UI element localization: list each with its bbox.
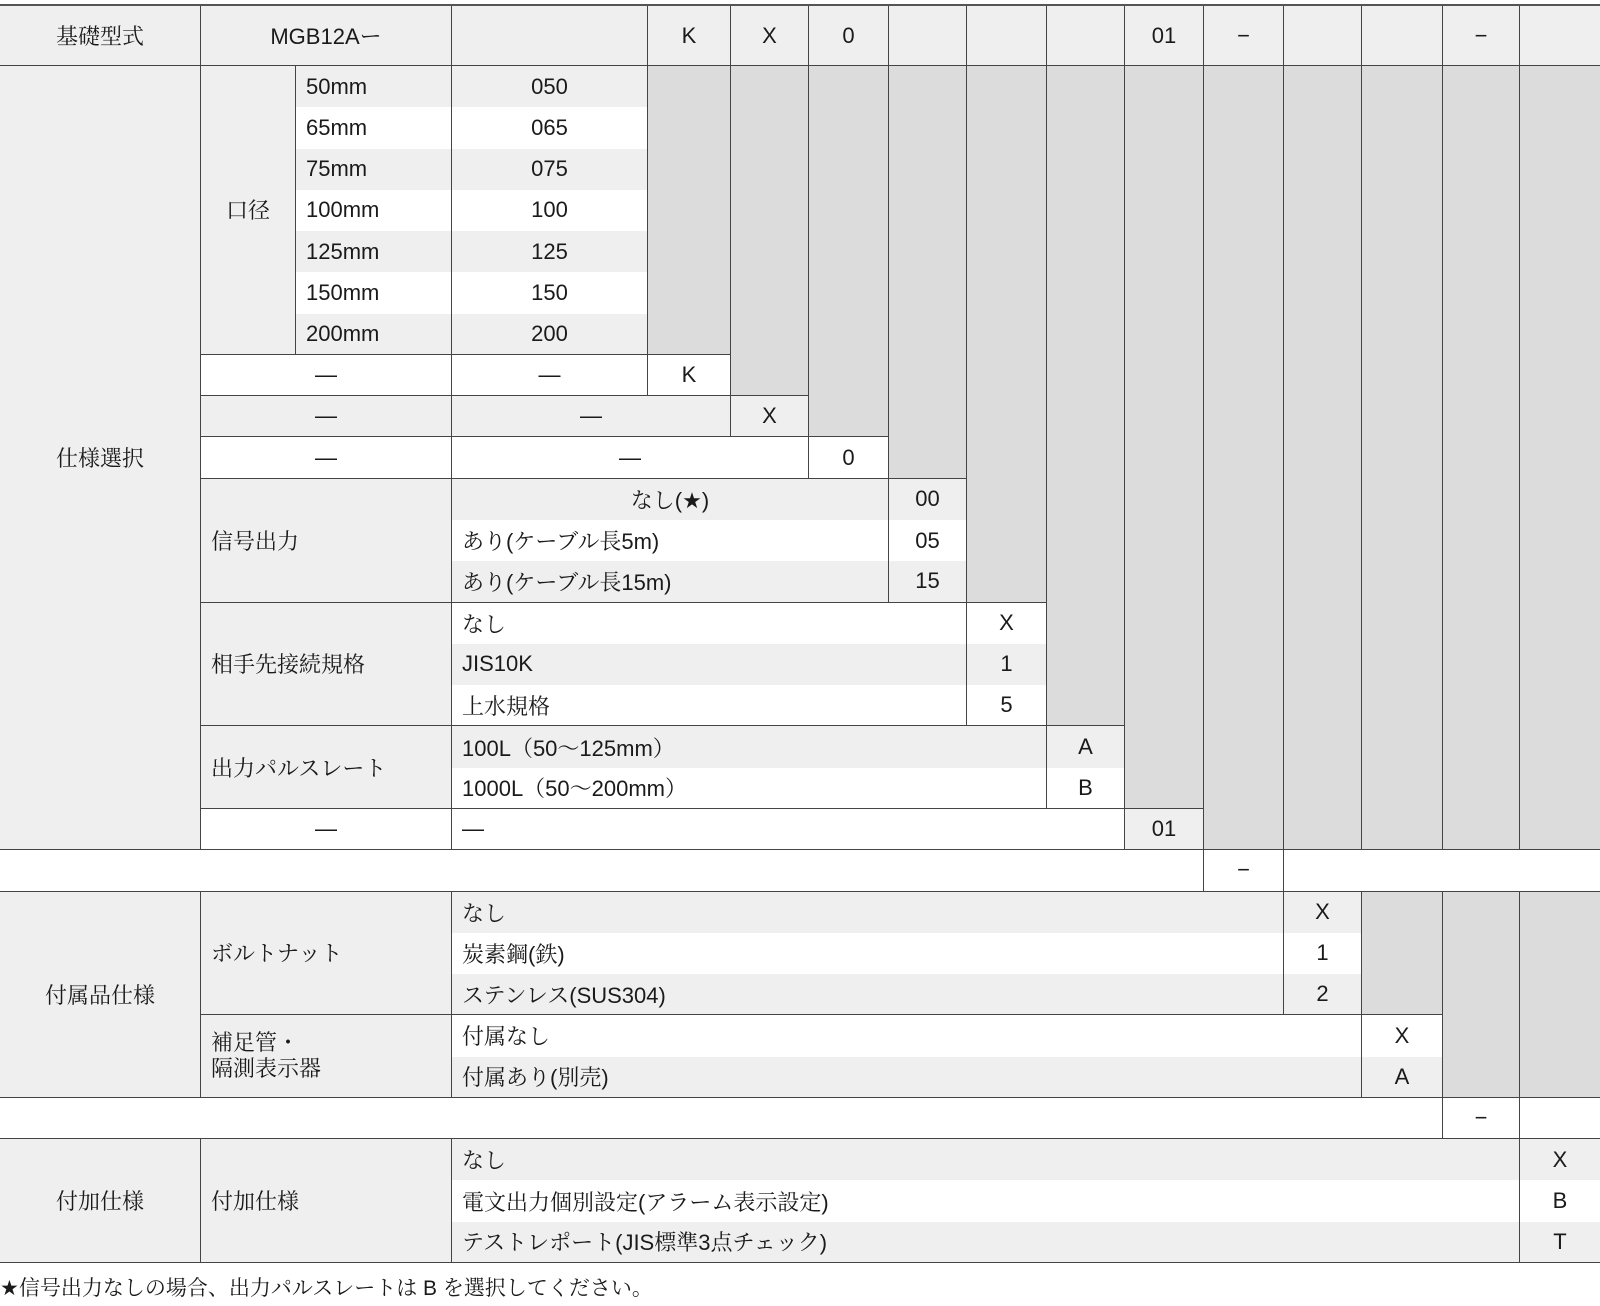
header-sep1: − xyxy=(1204,6,1284,66)
header-pulse-slot xyxy=(1047,6,1125,66)
filler-cell xyxy=(1443,66,1520,850)
connection-code: X xyxy=(967,603,1047,644)
fixed01-label: — xyxy=(201,809,452,850)
header-connection-slot xyxy=(967,6,1047,66)
gauge-label-line: 補足管・ xyxy=(211,1030,300,1056)
header-sep2: − xyxy=(1443,6,1520,66)
bolt-code: 1 xyxy=(1284,933,1362,974)
additional-option: 電文出力個別設定(アラーム表示設定) xyxy=(452,1180,1520,1221)
filler-cell xyxy=(1362,892,1443,1016)
bolt-label: ボルトナット xyxy=(201,892,452,1016)
header-bolt-slot xyxy=(1284,6,1362,66)
separator-blank xyxy=(1284,850,1600,891)
pulse-code: B xyxy=(1047,768,1125,809)
header-x: X xyxy=(731,6,809,66)
signal-code: 05 xyxy=(889,520,967,561)
additional-option: テストレポート(JIS標準3点チェック) xyxy=(452,1222,1520,1263)
diameter-code: 100 xyxy=(452,190,648,231)
diameter-code: 125 xyxy=(452,231,648,272)
fixed-label: — xyxy=(201,355,452,396)
filler-cell xyxy=(1047,66,1125,726)
diameter-label: 口径 xyxy=(201,66,296,355)
filler-cell xyxy=(1520,892,1600,1098)
header-01: 01 xyxy=(1125,6,1204,66)
filler-cell xyxy=(889,66,967,479)
fixed01-value: — xyxy=(452,809,1125,850)
fixed01-code: 01 xyxy=(1125,809,1204,850)
filler-cell xyxy=(731,66,809,396)
separator-dash: − xyxy=(1204,850,1284,891)
separator-blank xyxy=(0,850,1204,891)
connection-code: 5 xyxy=(967,685,1047,726)
fixed-label: — xyxy=(201,396,452,437)
filler-cell xyxy=(1443,892,1520,1098)
filler-cell xyxy=(967,66,1047,603)
filler-cell xyxy=(1520,66,1600,850)
fixed-code-x: X xyxy=(731,396,809,437)
header-gauge-slot xyxy=(1362,6,1443,66)
filler-cell xyxy=(809,66,889,437)
separator-blank xyxy=(1520,1098,1600,1139)
filler-cell xyxy=(1284,66,1362,850)
filler-cell xyxy=(1362,66,1443,850)
signal-option: なし(★) xyxy=(452,479,889,520)
separator-dash: − xyxy=(1443,1098,1520,1139)
bolt-code: 2 xyxy=(1284,974,1362,1015)
fixed-value: — xyxy=(452,355,648,396)
fixed-label: — xyxy=(201,437,452,478)
diameter-size: 125mm xyxy=(296,231,452,272)
separator-blank xyxy=(0,1098,1443,1139)
diameter-size: 75mm xyxy=(296,149,452,190)
header-model: MGB12Aー xyxy=(201,6,452,66)
header-signal-slot xyxy=(889,6,967,66)
bolt-option: 炭素鋼(鉄) xyxy=(452,933,1284,974)
diameter-size: 150mm xyxy=(296,272,452,313)
fixed-code-k: K xyxy=(648,355,731,396)
header-zero: 0 xyxy=(809,6,889,66)
diameter-code: 200 xyxy=(452,314,648,355)
connection-option: 上水規格 xyxy=(452,685,967,726)
diameter-size: 50mm xyxy=(296,66,452,107)
header-k: K xyxy=(648,6,731,66)
bolt-option: ステンレス(SUS304) xyxy=(452,974,1284,1015)
fixed-code-0: 0 xyxy=(809,437,889,478)
connection-code: 1 xyxy=(967,644,1047,685)
pulse-code: A xyxy=(1047,726,1125,767)
signal-code: 15 xyxy=(889,561,967,602)
signal-option: あり(ケーブル長15m) xyxy=(452,561,889,602)
fixed-value: — xyxy=(452,437,809,478)
gauge-option: 付属あり(別売) xyxy=(452,1057,1362,1098)
additional-code: B xyxy=(1520,1180,1600,1221)
accessories-section-title: 付属品仕様 xyxy=(0,892,201,1098)
signal-code: 00 xyxy=(889,479,967,520)
gauge-label xyxy=(201,1015,452,1098)
diameter-code: 150 xyxy=(452,272,648,313)
connection-option: なし xyxy=(452,603,967,644)
additional-code: X xyxy=(1520,1139,1600,1180)
pulse-option: 100L（50〜125mm） xyxy=(452,726,1047,767)
gauge-code: A xyxy=(1362,1057,1443,1098)
filler-cell xyxy=(648,66,731,355)
connection-label: 相手先接続規格 xyxy=(201,603,452,727)
signal-label: 信号出力 xyxy=(201,479,452,603)
additional-code: T xyxy=(1520,1222,1600,1263)
connection-option: JIS10K xyxy=(452,644,967,685)
additional-option: なし xyxy=(452,1139,1520,1180)
gauge-option: 付属なし xyxy=(452,1015,1362,1056)
bolt-code: X xyxy=(1284,892,1362,933)
diameter-size: 200mm xyxy=(296,314,452,355)
additional-label: 付加仕様 xyxy=(201,1139,452,1263)
diameter-size: 65mm xyxy=(296,107,452,148)
diameter-size: 100mm xyxy=(296,190,452,231)
footnote: ★信号出力なしの場合、出力パルスレートは B を選択してください。 xyxy=(0,1277,653,1300)
header-diameter-slot xyxy=(452,6,648,66)
additional-section-title: 付加仕様 xyxy=(0,1139,201,1263)
gauge-label-line: 隔測表示器 xyxy=(211,1056,322,1082)
diameter-code: 065 xyxy=(452,107,648,148)
filler-cell xyxy=(1204,66,1284,850)
fixed-value: — xyxy=(452,396,731,437)
header-base-model-label: 基礎型式 xyxy=(0,6,201,66)
gauge-code: X xyxy=(1362,1015,1443,1056)
diameter-code: 050 xyxy=(452,66,648,107)
filler-cell xyxy=(1125,66,1204,809)
header-additional-slot xyxy=(1520,6,1600,66)
signal-option: あり(ケーブル長5m) xyxy=(452,520,889,561)
bolt-option: なし xyxy=(452,892,1284,933)
diameter-code: 075 xyxy=(452,149,648,190)
model-code-table xyxy=(0,4,1600,1263)
pulse-option: 1000L（50〜200mm） xyxy=(452,768,1047,809)
spec-section-title: 仕様選択 xyxy=(0,66,201,850)
pulse-label: 出力パルスレート xyxy=(201,726,452,809)
